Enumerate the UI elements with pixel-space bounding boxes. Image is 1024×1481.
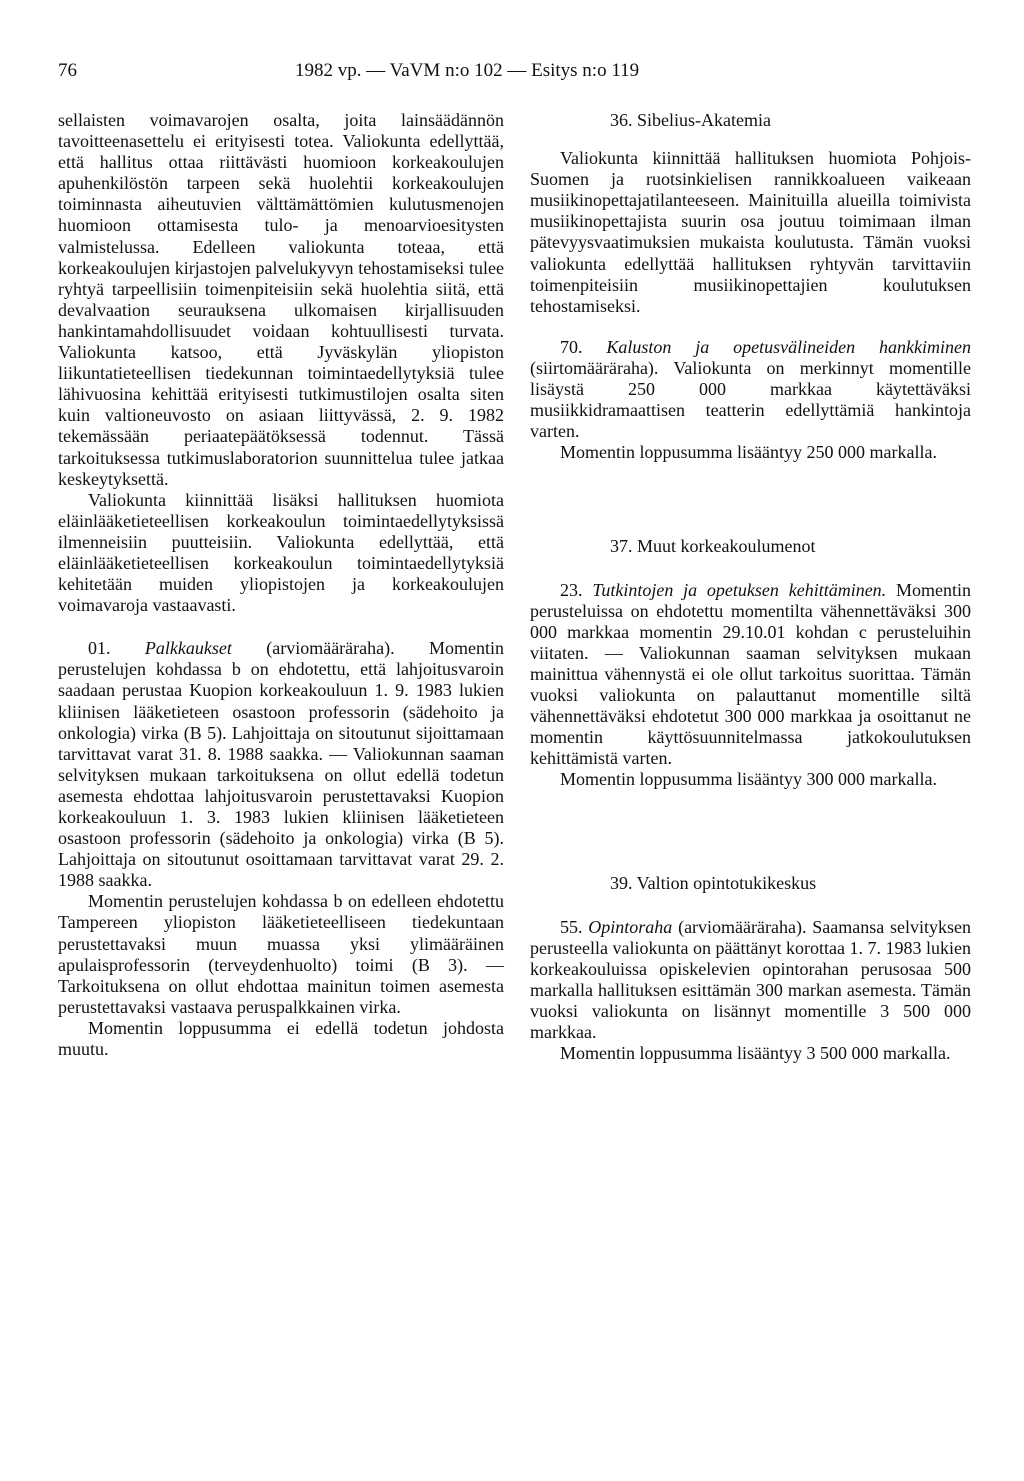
section-heading-37: 37. Muut korkeakoulumenot (610, 536, 816, 557)
running-head: 1982 vp. — VaVM n:o 102 — Esitys n:o 119 (295, 60, 640, 81)
item-55-total: Momentin loppusumma lisääntyy 3 500 000 markalla. (560, 1043, 951, 1064)
item-title: Opintoraha (588, 916, 673, 937)
item-23-total: Momentin loppusumma lisääntyy 300 000 markalla. (560, 769, 937, 790)
item-text: Momentin perusteluissa on ehdotettu momentilta vähennettäväksi 300 000 markkaa momentin 29.10.01 kohdan c perusteluihin viitaten. — Valiokunnan saaman selvityksen mukaan mainittua vähennystä ei ole ollut tarkoitus suorittaa. Tämän vuoksi valiokunta on palauttanut momentille siltä vähennettäväksi ehdotetut 300 000 markkaa ja osoittanut ne momentin käyttösuunnitelmassa jatkokoulutuksen kehittämistä varten. (530, 579, 971, 769)
section-heading-36: 36. Sibelius-Akatemia (610, 110, 771, 130)
item-23-tutkinnot (530, 580, 971, 770)
paragraph-tampere: Momentin perustelujen kohdassa b on edelleen ehdotettu Tampereen yliopiston lääketieteelliseen tiedekuntaan perustettavaksi muun muassa yksi ylimääräinen apulaisprofessorin (terveydenhuolto) toimi (B 3). — Tarkoituksena on ollut ehdottaa mainitun toimen asemesta perustettavaksi vastaava peruspalkkainen virka. (58, 891, 504, 1017)
left-column (58, 110, 504, 1060)
item-title: Kaluston ja opetusvälineiden hankkiminen (606, 336, 971, 357)
item-number: 23. (560, 579, 583, 600)
item-55-opintoraha (530, 917, 971, 1044)
paragraph-voimavarat: sellaisten voimavarojen osalta, joita lainsäädännön tavoitteenasettelu ei erityisesti totea. Valiokunta edellyttää, että hallitus ottaa riittävästi huomioon korkeakoulujen apuhenkilöstön tarpeen sekä huolehtii korkeakoulujen toiminnasta aiheutuvien välttämättömien kulutusmenojen huomioon ottamisesta tulo- ja menoarvioesitysten valmistelussa. Edelleen valiokunta toteaa, että korkeakoulujen kirjastojen palvelukyvyn tehostamiseksi tulee ryhtyä tarpeellisiin toimenpiteisiin sekä huolehtia siitä, että devalvaation seurauksena ulkomaisen kirjallisuuden hankintamahdollisuudet voidaan kohtuullisesti turvata. Valiokunta katsoo, että Jyväskylän yliopiston liikuntatieteellisen tiedekunnan toimintaedellytyksiä tulee lähivuosina kehittää erityisesti tutkimustilojen osalta siten kuin valtioneuvosto on asiaan liittyvässä, 2. 9. 1982 tekemässään periaatepäätöksessä todennut. Tässä tarkoituksessa tutkimuslaboratorion suunnittelua tulee jatkaa keskeytyksettä. (58, 110, 504, 489)
item-text: (arviomääräraha). Saamansa selvityksen perusteella valiokunta on päättänyt korottaa 1. 7. 1983 lukien korkeakouluissa opiskelevien opintorahan perusosaa 500 markalla hallituksen esittämän 300 markan asemesta. Tämän vuoksi valiokunta on lisännyt momentille 3 500 000 markkaa. (530, 916, 972, 1042)
section-36-text: Valiokunta kiinnittää hallituksen huomiota Pohjois-Suomen ja ruotsinkielisen rannikkoalueen vaikeaan musiikinopettajatilanteeseen. Mainituilla alueilla toimivista musiikinopettajista suurin osa joutuu toimimaan ilman pätevyysvaatimuksien mukaista koulutusta. Tämän vuoksi valiokunta edellyttää hallituksen ryhtyvän tarvittaviin toimenpiteisiin musiikinopettajien koulutuksen tehostamiseksi. (530, 148, 971, 316)
right-column (530, 110, 971, 1064)
item-title: Palkkaukset (144, 638, 232, 659)
paragraph-elainlaaketiede: Valiokunta kiinnittää lisäksi hallituksen huomiota eläinlääketieteellisen korkeakoulun toimintaedellytyksissä ilmenneisiin puutteisiin. Valiokunta edellyttää, että eläinlääketieteellisen korkeakoulun toimintaedellytyksiä kehitetään muiden yliopistojen ja korkeakoulujen voimavaroja vastaavasti. (58, 489, 504, 616)
item-70-total: Momentin loppusumma lisääntyy 250 000 markalla. (560, 442, 937, 463)
item-number: 70. (560, 336, 583, 357)
page-header (0, 60, 1024, 90)
paragraph-loppusumma: Momentin loppusumma ei edellä todetun johdosta muutu. (58, 1017, 504, 1060)
item-text: (arviomääräraha). Momentin perustelujen kohdassa b on ehdotettu, että lahjoitusvaroin saadaan perustaa Kuopion korkeakouluun 1. 9. 1983 lukien kliinisen lääketieteen osastoon professorin (sädehoito ja onkologia) virka (B 5). Lahjoittaja on sitoutunut sijoittamaan tarvittavat varat 31. 8. 1988 saakka. — Valiokunnan saaman selvityksen mukaan tarkoituksena on ollut edellä todetun asemesta ehdottaa lahjoitusvaroin perustettavaksi Kuopion korkeakouluun 1. 3. 1983 lukien kliinisen lääketieteen osastoon professorin (sädehoito ja onkologia) virka (B 5). Lahjoittaja on sitoutunut osoittamaan tarvittavat varat 29. 2. 1988 saakka. (58, 638, 504, 891)
page-number: 76 (58, 60, 77, 81)
section-heading-39: 39. Valtion opintotukikeskus (610, 873, 817, 894)
item-70-kalusto (530, 337, 971, 442)
item-number: 01. (88, 638, 111, 659)
item-number: 55. (560, 916, 583, 937)
item-text: (siirtomääräraha). Valiokunta on merkinnyt momentille lisäystä 250 000 markkaa käytettäväksi musiikkidramaattisen teatterin edellyttämiä hankintoja varten. (530, 357, 971, 442)
item-title: Tutkintojen ja opetuksen kehittäminen. (592, 579, 887, 600)
item-01-palkkaukset (58, 638, 504, 891)
